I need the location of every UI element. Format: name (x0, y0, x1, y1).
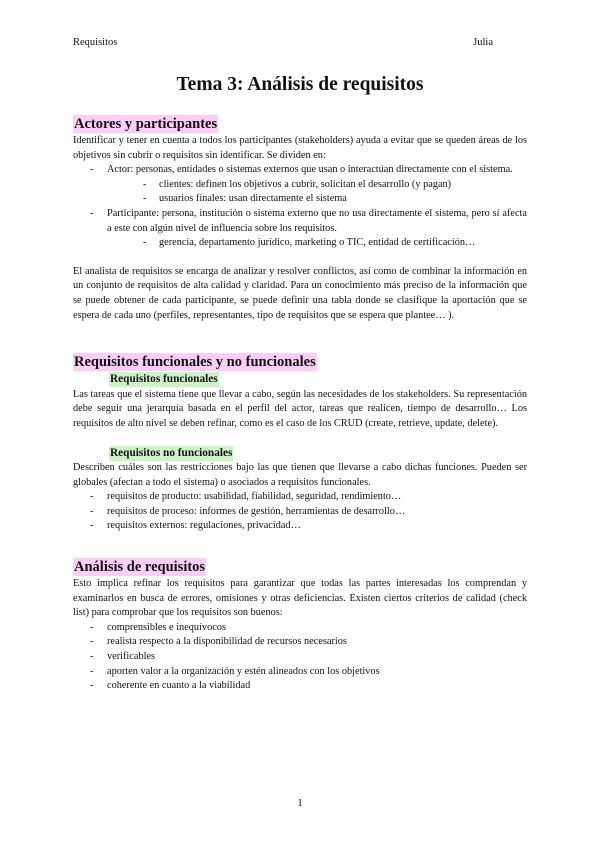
funcionales-text: Las tareas que el sistema tiene que llevar a cabo, según las necesidades de los stakeholders. Su representación debe seguir una jerarquía basada en el perfil del actor, tareas que realicen, tiempo de desarrollo… Los requisitos de alto nivel se deben refinar, como es el caso de los CRUD (create, retrieve, update, delete). (73, 388, 527, 429)
section-heading-requisitos: Requisitos funcionales y no funcionales (74, 354, 316, 371)
spacer (73, 432, 527, 446)
list-item: - verificables (73, 650, 527, 665)
list-item: - requisitos externos: regulaciones, privacidad… (73, 519, 527, 534)
no-funcionales-list (73, 490, 527, 534)
list-item: - aporten valor a la organización y estén alineados con los objetivos (73, 665, 527, 680)
actores-list (73, 163, 527, 251)
spacer (73, 251, 527, 265)
spacer (73, 534, 527, 558)
spacer (73, 323, 527, 353)
list-item (73, 207, 527, 251)
header-right: Julia (473, 37, 493, 48)
actor-definition: Actor: personas, entidades o sistemas externos que usan o interactúan directamente con el sistema. (107, 164, 513, 176)
section-heading-actores: Actores y participantes (74, 116, 218, 132)
list-item: - requisitos de producto: usabilidad, fiabilidad, seguridad, rendimiento… (73, 490, 527, 505)
analisis-intro: Esto implica refinar los requisitos para garantizar que todas las partes interesadas los comprendan y examinarlos en busca de errores, omisiones y otras deficiencias. Existen ciertos criterios de calidad (check list) para comprobar que los requisitos son buenos: (73, 578, 527, 619)
document-body (73, 115, 527, 694)
page-number: 1 (297, 797, 303, 809)
list-item (73, 163, 527, 207)
list-item: - requisitos de proceso: informes de gestión, herramientas de desarrollo… (73, 505, 527, 520)
list-item: - usuarios finales: usan directamente el sistema (107, 192, 527, 207)
list-item: - clientes: definen los objetivos a cubrir, solicitan el desarrollo (y pagan) (107, 178, 527, 193)
list-item: - coherente en cuanto a la viabilidad (73, 679, 527, 694)
document-title: Tema 3: Análisis de requisitos (176, 74, 424, 95)
participante-sublist (107, 236, 527, 251)
list-item: - gerencia, departamento jurídico, marketing o TIC, entidad de certificación… (107, 236, 527, 251)
no-funcionales-text: Describen cuáles son las restricciones bajo las que tienen que llevarse a cabo dichas funciones. Pueden ser globales (afectan a todo el sistema) o asociados a requisitos funcionales. (73, 462, 527, 488)
list-item: - comprensibles e inequívocos (73, 621, 527, 636)
participante-definition: Participante: persona, institución o sistema externo que no usa directamente el sistema, pero sí afecta a este con algún nivel de influencia sobre los requisitos. (107, 207, 527, 234)
list-item: - realista respecto a la disponibilidad de recursos necesarios (73, 635, 527, 650)
subheading-funcionales: Requisitos funcionales (110, 373, 218, 386)
actor-sublist (107, 178, 527, 207)
subheading-no-funcionales: Requisitos no funcionales (110, 446, 233, 459)
analisis-list (73, 621, 527, 694)
actores-closing: El analista de requisitos se encarga de analizar y resolver conflictos, así como de combinar la información en un conjunto de requisitos de alta calidad y claridad. Para un conocimiento más preciso de la información que se puede obtener de cada participante, se puede definir una tabla donde se clasifique la aportación que se espera de cada uno (perfiles, representantes, tipo de requisitos que se espera que plantee… ). (73, 265, 527, 321)
section-heading-analisis: Análisis de requisitos (74, 559, 206, 576)
header-left: Requisitos (73, 37, 118, 48)
actores-intro: Identificar y tener en cuenta a todos los participantes (stakeholders) ayuda a evitar que se queden áreas de los objetivos sin cubrir o requisitos sin identificar. Se dividen en: (73, 135, 527, 161)
